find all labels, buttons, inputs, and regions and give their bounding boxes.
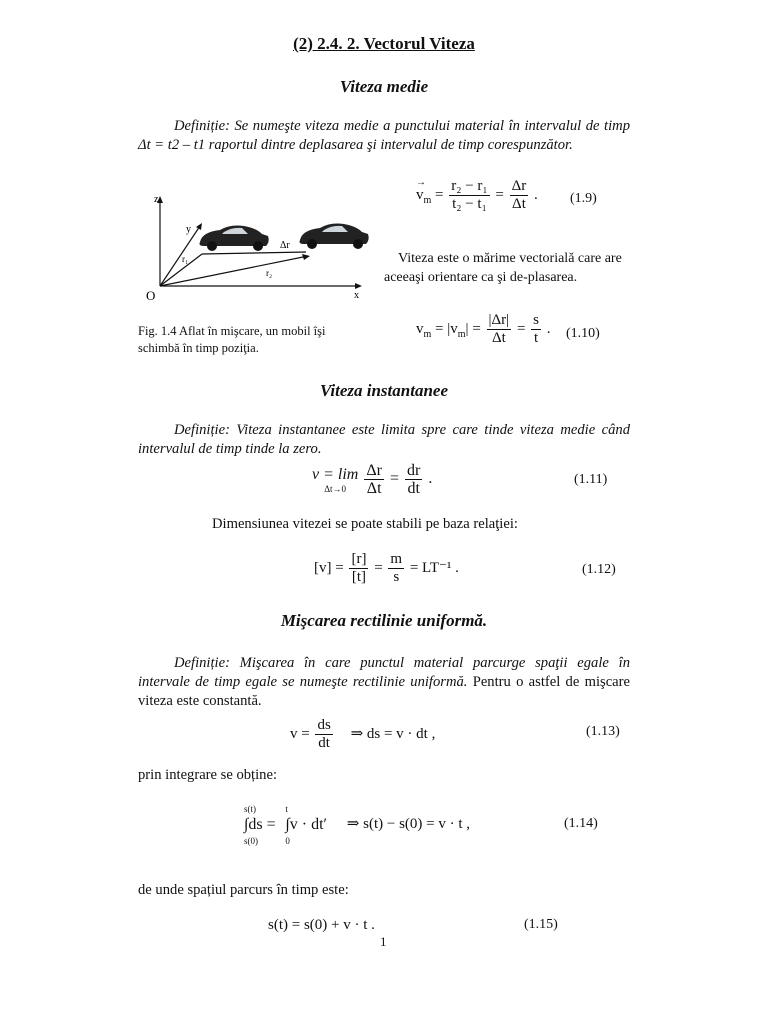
equation-1-9: → $v_m$ = $\frac{\text{r₂ − r₁}}{\text{t₂ − t₁}}$ = $\frac{\Delta r}{\Delta t}$ .	[416, 178, 538, 213]
equation-1-10: $v_m = |v_m|$ = $\frac{|\Delta r|}{\Delta t}$ = $\frac{s}{t}$ .	[416, 312, 551, 346]
definition-viteza-medie: Definiție: Se numeşte viteza medie a punctului material în intervalul de timp Δt = t2 – t1 raportul dintre deplasarea şi intervalul de timp corespunzător.	[138, 118, 630, 153]
definition-viteza-instantanee: Definiție: Viteza instantanee este limita spre care tinde viteza medie când intervalul de timp tinde la zero.	[138, 422, 630, 457]
car-2	[300, 224, 369, 250]
car-1	[200, 226, 269, 252]
label-delta-r: Δr	[280, 240, 290, 251]
equation-1-11: v = lim Δt→0 $\frac{\Delta r}{\Delta t}$ = $\frac{dr}{dt}$ .	[312, 462, 433, 497]
label-r1: r₁	[182, 254, 189, 264]
space-text: de unde spațiul parcurs în timp este:	[138, 882, 349, 898]
figure-moving-car	[138, 188, 378, 306]
dimension-text: Dimensiunea vitezei se poate stabili pe baza relaţiei:	[212, 516, 518, 532]
section-heading-viteza-medie: Viteza medie	[339, 77, 429, 96]
label-r2: r₂	[266, 268, 273, 278]
equation-number-1-14: (1.14)	[564, 816, 598, 831]
integration-text: prin integrare se obține:	[138, 767, 277, 783]
definition-miscarea-rectilinie: Definiție: Mişcarea în care punctul material parcurge spaţii egale în intervale de timp egale se numeşte rectilinie uniformă. Pentru o astfel de mişcare viteza este constantă.	[138, 655, 630, 709]
section-heading-miscarea-rectilinie: Mişcarea rectilinie uniformă.	[280, 611, 488, 630]
y-axis	[160, 226, 200, 286]
section-heading-viteza-instantanee: Viteza instantanee	[320, 381, 448, 400]
equation-number-1-15: (1.15)	[524, 917, 558, 932]
vector-delta-r	[202, 252, 306, 254]
equation-number-1-11: (1.11)	[574, 472, 608, 487]
label-x: x	[354, 290, 359, 301]
label-z: z	[154, 194, 159, 205]
equation-number-1-13: (1.13)	[586, 724, 620, 739]
label-o: O	[146, 288, 156, 303]
equation-1-15: s(t) = s(0) + v · t .	[268, 917, 375, 933]
figure-caption: Fig. 1.4 Aflat în mişcare, un mobil îşi schimbă în timp poziţia.	[138, 324, 326, 355]
equation-number-1-12: (1.12)	[582, 562, 616, 577]
equation-number-1-9: (1.9)	[570, 191, 597, 206]
equation-number-1-10: (1.10)	[566, 326, 600, 341]
equation-1-14: s(t) ∫ds = s(0) t ∫v · dt′ 0 ⇒ s(t) − s(0) = v · t ,	[244, 804, 471, 846]
side-text-vector: Viteza este o mărime vectorială care are aceeaşi orientare ca şi de-plasarea.	[384, 251, 622, 285]
equation-1-12: [v] = $\frac{[r]}{[t]}$ = $\frac{m}{s}$ = LT⁻¹ .	[314, 551, 459, 585]
label-y: y	[186, 224, 191, 235]
equation-1-13: v = $\frac{ds}{dt}$ ⇒ ds = v · dt ,	[290, 717, 436, 751]
page-title: (2) 2.4. 2. Vectorul Viteza	[293, 34, 475, 53]
page-number: 1	[380, 934, 387, 949]
